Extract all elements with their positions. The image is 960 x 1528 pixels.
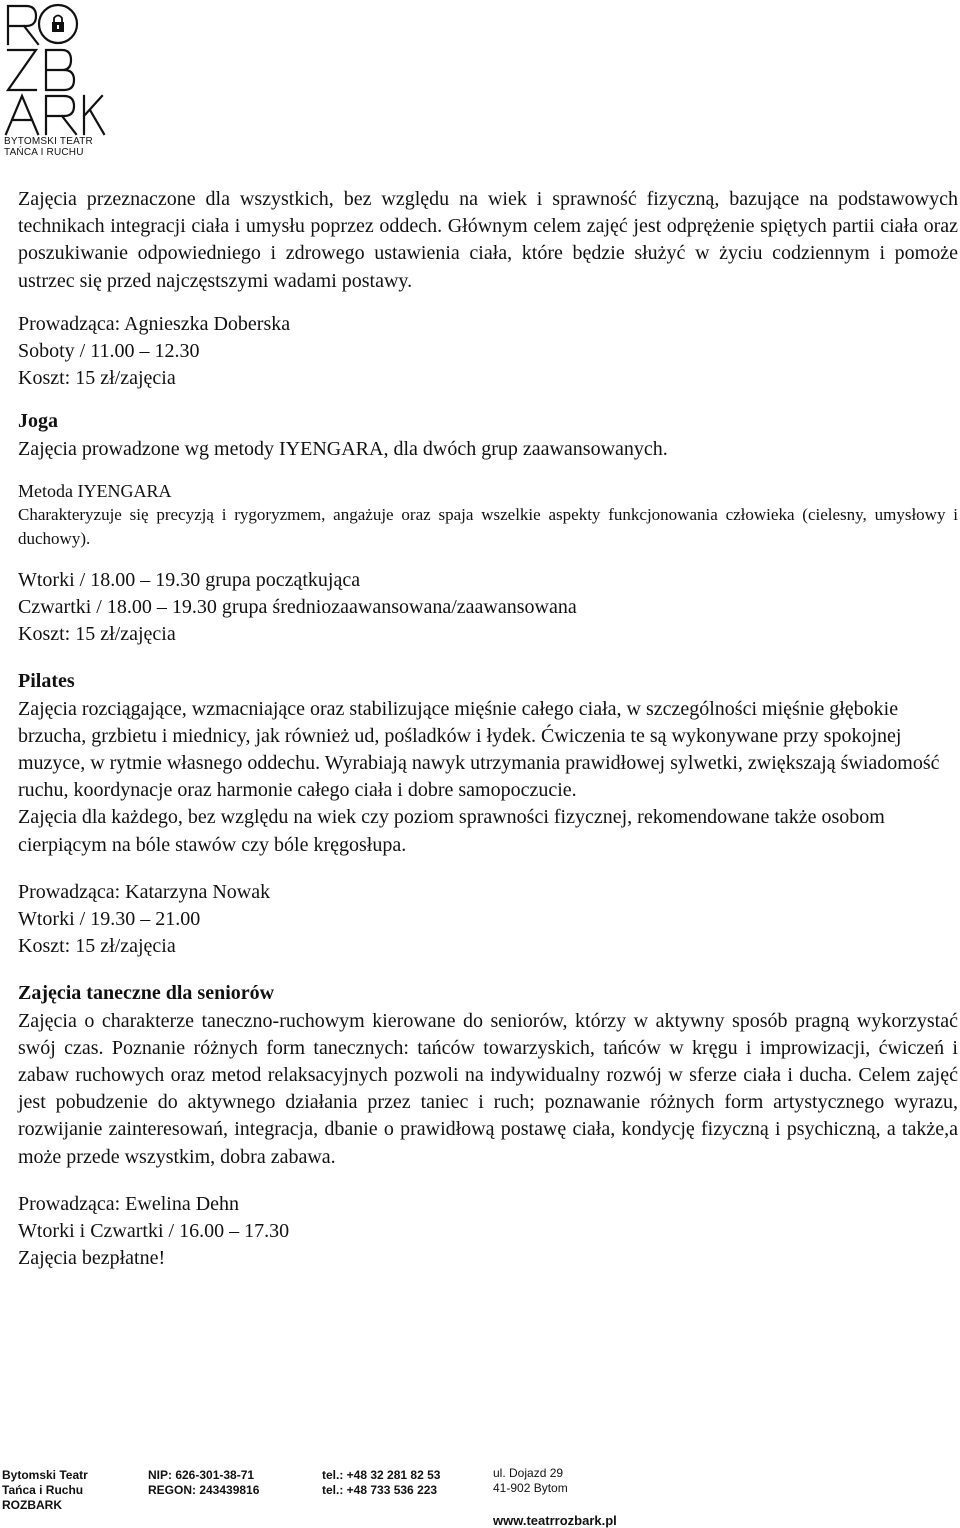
joga-schedule-1: Wtorki / 18.00 – 19.30 grupa początkująca [18,568,361,591]
footer-regon: REGON: 243439816 [148,1483,260,1497]
footer-address [493,1466,568,1496]
intro-paragraph: Zajęcia przeznaczone dla wszystkich, bez względu na wiek i sprawność fizyczną, bazujące na podstawowych technikach integracji ciała i umysłu poprzez oddech. Głównym celem zajęć jest odprężenie spiętych partii ciała oraz poszukiwanie odpowiedniego i zdrowego ustawienia ciała, które będzie służyć w życiu codziennym i pomoże ustrzec się przed najczęstszymi wadami postawy. [18,188,958,292]
footer-org-line3: ROZBARK [2,1498,62,1512]
joga-title: Joga [18,410,58,433]
footer-website-link[interactable]: www.teatrrozbark.pl [493,1513,617,1528]
pilates-instructor: Prowadząca: Katarzyna Nowak [18,880,271,903]
pilates-paragraph-1: Zajęcia rozciągające, wzmacniające oraz stabilizujące mięśnie całego ciała, w szczególności mięśnie głębokie brzucha, grzbietu i miednicy, jak również ud, pośladków i łydek. Ćwiczenia te są wykonywane przy spokojnej muzyce, w rytmie własnego oddechu. Wyrabiają nawyk utrzymania prawidłowej sylwetki, zwiększają świadomość ruchu, koordynacje oraz harmonie całego ciała i dobre samopoczucie. [18,697,940,802]
footer-tel-2: tel.: +48 733 536 223 [322,1483,438,1497]
rozbark-logo [2,2,114,162]
seniors-instructor: Prowadząca: Ewelina Dehn [18,1192,240,1215]
joga-method-title: Metoda IYENGARA [18,480,172,501]
seniors-paragraph: Zajęcia o charakterze taneczno-ruchowym kierowane do seniorów, którzy w aktywny sposób pragną wykorzystać swój czas. Poznanie różnych form tanecznych: tańców towarzyskich, tańców w kręgu i improwizacji, ćwiczeń i zabaw ruchowych oraz metod relaksacyjnych pozwoli na indywidualny rozwój w sferze ciała i ducha. Celem zajęć jest pobudzenie do aktywnego działania przez taniec i ruch; poznawanie różnych form artystycznego wyrazu, rozwijanie zainteresowań, integracja, dbanie o prawidłową postawę ciała, kondycję fizyczną i psychiczną, a także,a może przede wszystkim, dobra zabawa. [18,1009,958,1168]
pilates-cost: Koszt: 15 zł/zajęcia [18,935,176,958]
joga-schedule-2: Czwartki / 18.00 – 19.30 grupa średniozaawansowana/zaawansowana [18,596,577,619]
pilates-schedule: Wtorki / 19.30 – 21.00 [18,908,201,931]
joga-description: Zajęcia prowadzone wg metody IYENGARA, dla dwóch grup zaawansowanych. [18,437,668,460]
logo-subtitle-line2: TAŃCA I RUCHU [4,147,84,158]
footer-registration [148,1468,259,1498]
intro-cost: Koszt: 15 zł/zajęcia [18,367,176,390]
pilates-title: Pilates [18,670,75,693]
footer-organization [2,1468,88,1513]
pilates-paragraph-2: Zajęcia dla każdego, bez względu na wiek czy poziom sprawności fizycznej, rekomendowane także osobom cierpiącym na bóle stawów czy bóle kręgosłupa. [18,806,885,856]
intro-schedule: Soboty / 11.00 – 12.30 [18,340,200,363]
logo-subtitle-line1: BYTOMSKI TEATR [4,136,93,147]
footer-addr-2: 41-902 Bytom [493,1481,568,1495]
document-body [18,186,958,1273]
joga-method-text: Charakteryzuje się precyzją i rygoryzmem, angażuje oraz spaja wszelkie aspekty funkcjonowania człowieka (cielesny, umysłowy i duchowy). [18,504,958,548]
footer-phones [322,1468,440,1498]
joga-cost: Koszt: 15 zł/zajęcia [18,623,176,646]
footer-org-line1: Bytomski Teatr [2,1468,88,1482]
seniors-title: Zajęcia taneczne dla seniorów [18,982,275,1005]
footer-tel-1: tel.: +48 32 281 82 53 [322,1468,441,1482]
seniors-cost: Zajęcia bezpłatne! [18,1247,166,1270]
page-footer [0,1462,960,1526]
footer-nip: NIP: 626-301-38-71 [148,1468,255,1482]
lock-icon [52,16,64,33]
footer-addr-1: ul. Dojazd 29 [493,1466,564,1480]
seniors-schedule: Wtorki i Czwartki / 16.00 – 17.30 [18,1220,290,1243]
intro-instructor: Prowadząca: Agnieszka Doberska [18,312,291,335]
footer-org-line2: Tańca i Ruchu [2,1483,84,1497]
